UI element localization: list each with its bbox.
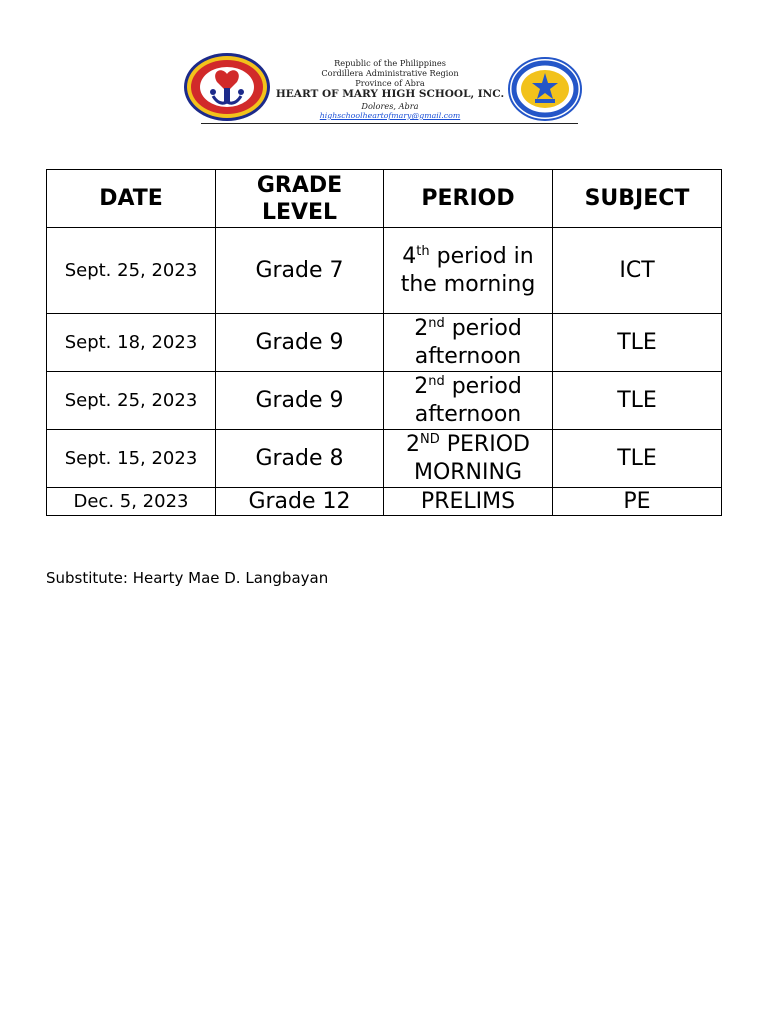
cell-grade: Grade 9 bbox=[216, 314, 384, 372]
table-row bbox=[47, 228, 722, 314]
period-ordinal-suffix: nd bbox=[428, 373, 445, 389]
schedule-table bbox=[46, 169, 722, 516]
school-seal-icon bbox=[183, 52, 271, 122]
letterhead-line-province: Province of Abra bbox=[355, 78, 425, 88]
period-text: period in the morning bbox=[400, 243, 536, 297]
cell-date: Sept. 25, 2023 bbox=[47, 372, 216, 430]
period-number: 2 bbox=[414, 373, 429, 399]
cell-subject: PE bbox=[553, 488, 722, 516]
header-period: PERIOD bbox=[384, 170, 553, 228]
cell-subject: ICT bbox=[553, 228, 722, 314]
letterhead-line-region: Cordillera Administrative Region bbox=[321, 68, 459, 78]
cell-period bbox=[384, 314, 553, 372]
school-town: Dolores, Abra bbox=[361, 101, 419, 111]
table-row bbox=[47, 488, 722, 516]
table-row bbox=[47, 430, 722, 488]
period-ordinal-suffix: ND bbox=[420, 431, 440, 447]
period-ordinal-suffix: th bbox=[416, 243, 430, 259]
cell-period bbox=[384, 430, 553, 488]
table-row bbox=[47, 372, 722, 430]
period-text: period afternoon bbox=[414, 373, 522, 427]
cell-subject: TLE bbox=[553, 314, 722, 372]
cell-subject: TLE bbox=[553, 430, 722, 488]
cell-period bbox=[384, 228, 553, 314]
period-number: 2 bbox=[414, 315, 429, 341]
letterhead bbox=[0, 0, 768, 130]
cell-grade: Grade 9 bbox=[216, 372, 384, 430]
header-date: DATE bbox=[47, 170, 216, 228]
header-grade-level: GRADE LEVEL bbox=[216, 170, 384, 228]
cell-grade: Grade 8 bbox=[216, 430, 384, 488]
cell-subject: TLE bbox=[553, 372, 722, 430]
period-ordinal-suffix: nd bbox=[428, 315, 445, 331]
cell-grade: Grade 7 bbox=[216, 228, 384, 314]
letterhead-divider bbox=[201, 123, 578, 124]
period-number: 4 bbox=[402, 243, 417, 269]
cell-period bbox=[384, 372, 553, 430]
cell-date: Sept. 25, 2023 bbox=[47, 228, 216, 314]
school-email-link[interactable]: highschoolheartofmary@gmail.com bbox=[319, 111, 461, 120]
table-row bbox=[47, 314, 722, 372]
school-name: HEART OF MARY HIGH SCHOOL, INC. bbox=[275, 88, 505, 100]
cell-date: Dec. 5, 2023 bbox=[47, 488, 216, 516]
cell-grade: Grade 12 bbox=[216, 488, 384, 516]
cell-date: Sept. 18, 2023 bbox=[47, 314, 216, 372]
substitute-note: Substitute: Hearty Mae D. Langbayan bbox=[46, 569, 329, 587]
letterhead-text bbox=[272, 58, 508, 121]
period-number: 2 bbox=[406, 431, 421, 457]
letterhead-line-republic: Republic of the Philippines bbox=[334, 58, 446, 68]
cell-date: Sept. 15, 2023 bbox=[47, 430, 216, 488]
header-subject: SUBJECT bbox=[553, 170, 722, 228]
cell-period bbox=[384, 488, 553, 516]
table-header-row bbox=[47, 170, 722, 228]
period-text: PRELIMS bbox=[420, 488, 516, 514]
period-text: PERIOD MORNING bbox=[413, 431, 530, 485]
diocesan-schools-office-seal-icon bbox=[508, 57, 582, 121]
period-text: period afternoon bbox=[414, 315, 522, 369]
